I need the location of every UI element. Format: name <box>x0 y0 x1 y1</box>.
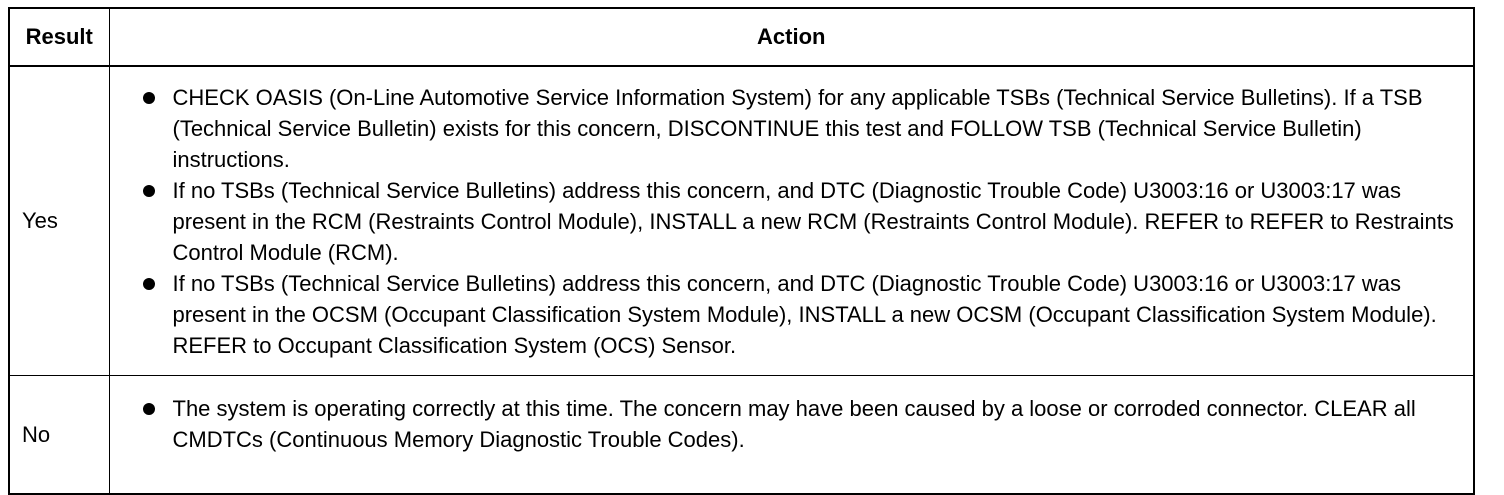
table-row-no <box>9 376 1474 495</box>
bullet-icon <box>143 185 155 197</box>
action-cell <box>109 376 1474 495</box>
action-list <box>137 393 1464 455</box>
result-action-table <box>8 7 1475 495</box>
action-text: If no TSBs (Technical Service Bulletins) address this concern, and DTC (Diagnostic Trouble Code) U3003:16 or U3003:17 was present in the OCSM (Occupant Classification System Module), INSTALL a new OCSM (Occupant Classification System Module). REFER to Occupant Classification System (OCS) Sensor. <box>172 271 1437 358</box>
result-cell: Yes <box>9 66 109 376</box>
bullet-icon <box>143 92 155 104</box>
action-column-header: Action <box>109 8 1474 66</box>
action-text: If no TSBs (Technical Service Bulletins) address this concern, and DTC (Diagnostic Trouble Code) U3003:16 or U3003:17 was present in the RCM (Restraints Control Module), INSTALL a new RCM (Restraints Control Module). REFER to REFER to Restraints Control Module (RCM). <box>172 178 1454 265</box>
bullet-icon <box>143 403 155 415</box>
action-list-item <box>137 393 1464 455</box>
action-list-item <box>137 82 1464 175</box>
action-list-item <box>137 268 1464 361</box>
action-list <box>137 82 1464 361</box>
bullet-icon <box>143 278 155 290</box>
result-cell: No <box>9 376 109 495</box>
header-row <box>9 8 1474 66</box>
action-list-item <box>137 175 1464 268</box>
action-cell <box>109 66 1474 376</box>
result-column-header: Result <box>9 8 109 66</box>
action-text: CHECK OASIS (On-Line Automotive Service Information System) for any applicable TSBs (Technical Service Bulletins). If a TSB (Technical Service Bulletin) exists for this concern, DISCONTINUE this test and FOLLOW TSB (Technical Service Bulletin) instructions. <box>172 85 1423 172</box>
action-text: The system is operating correctly at this time. The concern may have been caused by a loose or corroded connector. CLEAR all CMDTCs (Continuous Memory Diagnostic Trouble Codes). <box>172 396 1416 452</box>
table-row-yes <box>9 66 1474 376</box>
